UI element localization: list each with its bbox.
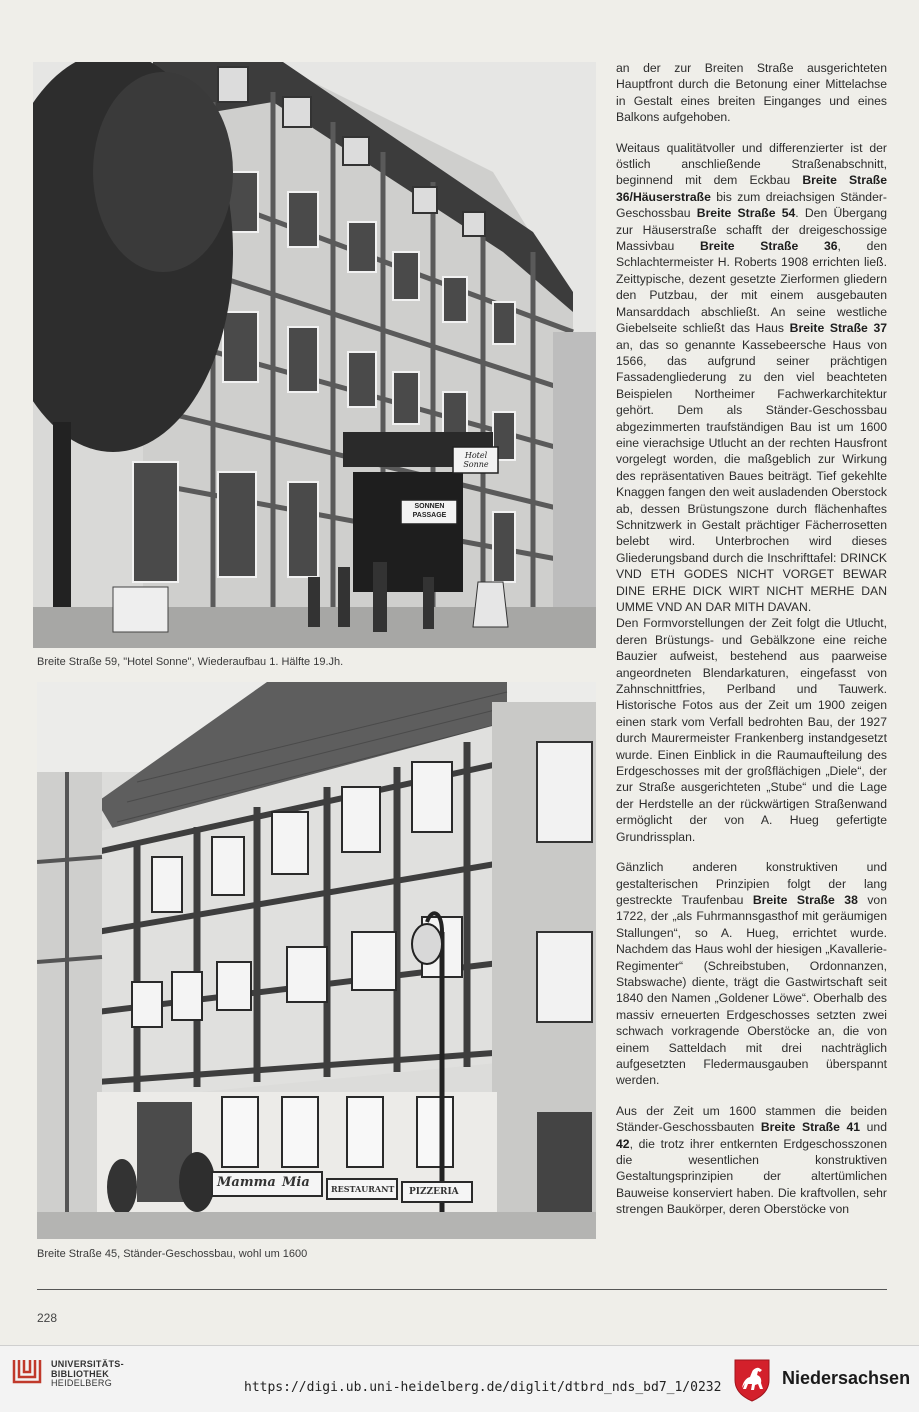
address-highlight: Breite Straße 41 <box>760 1120 861 1135</box>
body-text-column <box>616 60 887 1232</box>
sign-mia: Mia <box>282 1175 310 1190</box>
address-highlight: Breite Straße 54 <box>696 206 796 221</box>
sign-pizzeria: PIZZERIA <box>409 1187 459 1197</box>
paragraph-1: an der zur Breiten Straße ausgerichteten Hauptfront durch die Betonung einer Mittelachse in Gestalt eines breiten Einganges und eines Balkons aufgehoben. <box>616 61 887 125</box>
niedersachsen-coat-of-arms-icon[interactable] <box>733 1358 771 1402</box>
address-highlight: Breite Straße 36 <box>700 239 838 254</box>
university-library-logo-icon[interactable] <box>10 1354 44 1388</box>
document-url[interactable]: https://digi.ub.uni-heidelberg.de/diglit/dtbrd_nds_bd7_1/0232 <box>244 1380 722 1395</box>
page-number: 228 <box>37 1311 58 1325</box>
address-highlight: Breite Straße 38 <box>752 892 858 907</box>
library-line-3: HEIDELBERG <box>51 1378 113 1388</box>
sign-mamma: Mamma <box>217 1175 276 1190</box>
paragraph-3: Den Formvorstellungen der Zeit folgt die Utlucht, deren Brüstungs- und Gebälkzone eine reiche Bauzier aufweist, bestehend aus paarweise angeordneten Blendarkaturen, eingefasst von Zahnschnittfries, Perlband und Tauwerk. Historische Fotos aus der Zeit um 1900 zeigen einen stark vom Verfall bedrohten Bau, der 1927 durch Maurermeister Frankenberg instandgesetzt wurde. Einen Einblick in die Raumaufteilung des Erdgeschosses mit der großflächigen „Diele“, der zur Straße ausgerichteten „Stube“ und die Lage der Herdstelle an der rückwärtigen Straßenwand ermöglicht der von A. Hueg gefertigte Grundrissplan. <box>616 616 887 844</box>
address-highlight: Breite Straße 36/Häuserstraße <box>616 173 887 204</box>
caption-breite-strasse-45: Breite Straße 45, Ständer-Geschossbau, wohl um 1600 <box>37 1248 308 1260</box>
photo-hotel-sonne <box>33 62 596 648</box>
footer-rule <box>37 1289 887 1290</box>
university-library-name[interactable] <box>51 1360 124 1389</box>
viewer-footer <box>0 1345 919 1412</box>
hotel-sonne-sign: Hotel Sonne <box>463 451 489 469</box>
photo-breite-strasse-45 <box>37 682 596 1239</box>
sign-restaurant: RESTAURANT <box>331 1184 395 1194</box>
caption-hotel-sonne: Breite Straße 59, "Hotel Sonne", Wiederaufbau 1. Hälfte 19.Jh. <box>37 656 344 668</box>
library-line-2: BIBLIOTHEK <box>51 1368 109 1379</box>
sonnen-passage-sign: SONNEN PASSAGE <box>412 503 447 519</box>
paragraph-2: Weitaus qualitätvoller und differenzierter ist der östlich anschließende Straßenabschnitt, beginnend mit dem Eckbau Breite Straße 36/Häuserstraße bis zum dreiachsigen Ständer-Geschossbau Breite Straße 54. Den Übergang zur Häuserstraße schafft der dreigeschossige Massivbau Breite Straße 36, den Schlachtermeister H. Roberts 1908 errichten ließ. Zeittypische, dezent gesetzte Zierformen gliedern den Putzbau, der mit einem ausgebauten Mansarddach abschließt. An seine westliche Giebelseite schließt das Haus Breite Straße 37 an, das so genannte Kassebeersche Haus von 1566, das aufgrund seiner prächtigen Fassadengliederung zu den viel beachteten Beispielen Northeimer Fachwerkarchitektur gehört. Dem als Ständer-Geschossbau abgezimmerten traufständigen Bau ist um 1600 eine vierachsige Utlucht an der rechten Hausfront vorgelegt worden, die maßgeblich zur Wirkung des repräsentativen Baues beiträgt. Tief gekehlte Knaggen fangen den weit ausladenden Oberstock ab, dessen Brüstungszone durch flächenhaftes Schnitzwerk in Gestalt prächtiger Fächerrosetten belebt wird. Unterbrochen wird dieses Gliederungsband durch die Inschrifttafel: DRINCK VND ETH GODES NICHT VORGET BEWAR DINE ERHE DICK WIRT NICHT MERHE DAN UMME VND AN DAR MITH DAVAN. <box>616 140 888 614</box>
library-line-1: UNIVERSITÄTS- <box>51 1359 124 1369</box>
niedersachsen-label[interactable]: Niedersachsen <box>782 1368 911 1388</box>
paragraph-5: Aus der Zeit um 1600 stammen die beiden Ständer-Geschossbauten Breite Straße 41 und 42, die trotz ihrer entkernten Erdgeschosszonen die wesentlichen konstruktiven Gestaltungsprinzipien der altertümlichen Bauweise konserviert haben. Die kraftvollen, sehr strengen Baukörper, deren Oberstöcke von <box>616 1103 887 1217</box>
paragraph-4: Gänzlich anderen konstruktiven und gestalterischen Prinzipien folgt der lang gestreckte Traufenbau Breite Straße 38 von 1722, der „als Fuhrmannsgasthof mit geräumigen Stallungen“, so A. Hueg, errichtet wurde. Nachdem das Haus wohl der hiesigen „Kavallerie-Regimenter“ (Schreibstuben, Ordonnanzen, Stabswache) diente, trägt die Gastwirtschaft seit 1840 den Namen „Goldener Löwe“. Oberhalb des massiv erneuerten Erdgeschosses setzten zwei schwach vorkragende Oberstöcke an, die von einem Satteldach mit drei nachträglich aufgesetzten Fledermausgauben überspannt werden. <box>616 860 887 1088</box>
address-highlight: 42 <box>616 1136 630 1151</box>
address-highlight: Breite Straße 37 <box>789 321 888 336</box>
